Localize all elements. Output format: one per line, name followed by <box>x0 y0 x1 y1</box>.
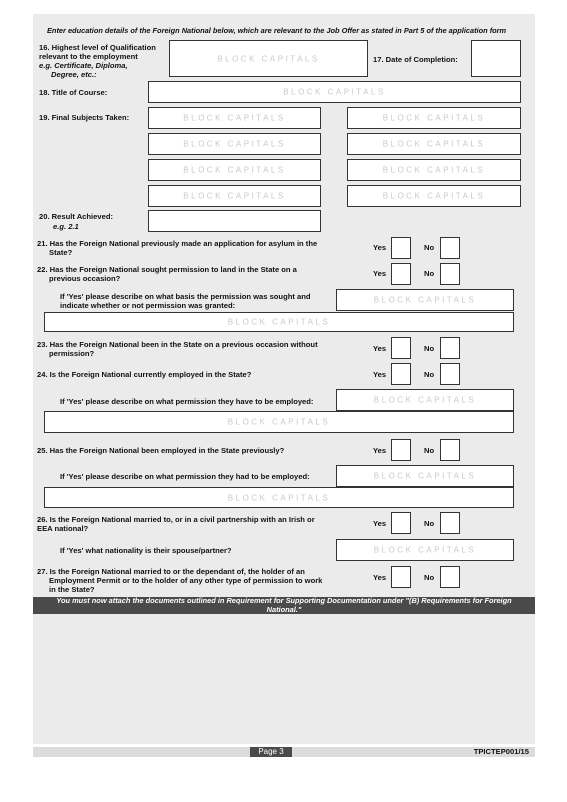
subject-input-8[interactable] <box>347 185 521 207</box>
q23-label: 23. Has the Foreign National been in the State on a previous occasion without permission? <box>37 340 318 358</box>
q21-label: 21. Has the Foreign National previously made an application for asylum in the State? <box>37 239 318 257</box>
q24-no-label: No <box>424 370 435 379</box>
q27-yes-checkbox[interactable] <box>391 566 411 588</box>
q27-no-checkbox[interactable] <box>440 566 460 588</box>
placeholder: BLOCK CAPITALS <box>382 113 486 123</box>
q25-no-label: No <box>424 446 435 455</box>
placeholder: BLOCK CAPITALS <box>373 471 477 481</box>
q23-no-checkbox[interactable] <box>440 337 460 359</box>
q18-label: 18. Title of Course: <box>39 88 108 97</box>
placeholder: BLOCK CAPITALS <box>183 165 286 175</box>
q21-yes-checkbox[interactable] <box>391 237 411 259</box>
q27-no-label: No <box>424 573 435 582</box>
placeholder: BLOCK CAPITALS <box>373 295 477 305</box>
placeholder: BLOCK CAPITALS <box>183 113 286 123</box>
q24-permission-input[interactable] <box>336 389 514 411</box>
result-input[interactable] <box>148 210 321 232</box>
intro-text: Enter education details of the Foreign National below, which are relevant to the Job Offer as stated in Part 5 of the application form <box>47 26 507 35</box>
q23-yes-checkbox[interactable] <box>391 337 411 359</box>
q19-label: 19. Final Subjects Taken: <box>39 113 130 122</box>
q21-no-label: No <box>424 243 435 252</box>
placeholder: BLOCK CAPITALS <box>382 165 486 175</box>
subject-input-3[interactable] <box>148 133 321 155</box>
q26-followup-label: If 'Yes' what nationality is their spouse/partner? <box>60 546 232 555</box>
q22-basis-input[interactable] <box>336 289 514 311</box>
q25-details-input[interactable] <box>44 487 514 508</box>
q22-details-input[interactable] <box>44 312 514 332</box>
q24-no-checkbox[interactable] <box>440 363 460 385</box>
q25-permission-input[interactable] <box>336 465 514 487</box>
q25-yes-label: Yes <box>373 446 387 455</box>
placeholder: BLOCK CAPITALS <box>183 139 286 149</box>
placeholder: BLOCK CAPITALS <box>227 417 331 427</box>
placeholder: BLOCK CAPITALS <box>217 54 320 63</box>
q22-label: 22. Has the Foreign National sought permission to land in the State on a previous occasion? <box>37 265 297 283</box>
q26-yes-checkbox[interactable] <box>391 512 411 534</box>
q22-followup-label: If 'Yes' please describe on what basis the permission was sought and indicate whether or not permission was granted: <box>60 292 311 310</box>
placeholder: BLOCK CAPITALS <box>382 191 486 201</box>
subject-input-4[interactable] <box>347 133 521 155</box>
spouse-nationality-input[interactable] <box>336 539 514 561</box>
q25-no-checkbox[interactable] <box>440 439 460 461</box>
subject-input-6[interactable] <box>347 159 521 181</box>
subject-input-7[interactable] <box>148 185 321 207</box>
q26-yes-label: Yes <box>373 519 387 528</box>
q24-followup-label: If 'Yes' please describe on what permission they have to be employed: <box>60 397 314 406</box>
subject-input-1[interactable] <box>148 107 321 129</box>
page-number: Page 3 <box>250 747 292 757</box>
q21-yes-label: Yes <box>373 243 387 252</box>
q22-yes-checkbox[interactable] <box>391 263 411 285</box>
subject-input-2[interactable] <box>347 107 521 129</box>
q22-no-checkbox[interactable] <box>440 263 460 285</box>
q25-yes-checkbox[interactable] <box>391 439 411 461</box>
completion-date-input[interactable] <box>471 40 521 77</box>
q22-yes-label: Yes <box>373 269 387 278</box>
q21-no-checkbox[interactable] <box>440 237 460 259</box>
form-code: TPICTEP001/15 <box>473 747 529 756</box>
course-title-input[interactable] <box>148 81 521 103</box>
q16-label: 16. Highest level of Qualification relevant to the employment e.g. Certificate, Diploma, Degree, etc.: <box>39 43 156 79</box>
subject-input-5[interactable] <box>148 159 321 181</box>
qualification-input[interactable] <box>169 40 368 77</box>
q26-no-checkbox[interactable] <box>440 512 460 534</box>
placeholder: BLOCK CAPITALS <box>227 493 331 502</box>
q26-no-label: No <box>424 519 435 528</box>
placeholder: BLOCK CAPITALS <box>183 191 286 201</box>
q26-label: 26. Is the Foreign National married to, or in a civil partnership with an Irish or EEA national? <box>37 515 315 533</box>
placeholder: BLOCK CAPITALS <box>373 395 477 405</box>
q17-label: 17. Date of Completion: <box>373 55 458 64</box>
q27-label: 27. Is the Foreign National married to or the dependant of, the holder of an Employment Permit or to the holder of any other type of permission to work in the State? <box>37 567 323 594</box>
q20-label: 20. Result Achieved: e.g. 2.1 <box>39 212 113 231</box>
q24-yes-label: Yes <box>373 370 387 379</box>
placeholder: BLOCK CAPITALS <box>382 139 486 149</box>
q25-followup-label: If 'Yes' please describe on what permission they had to be employed: <box>60 472 310 481</box>
q23-yes-label: Yes <box>373 344 387 353</box>
q24-details-input[interactable] <box>44 411 514 433</box>
placeholder: BLOCK CAPITALS <box>373 545 477 555</box>
q23-no-label: No <box>424 344 435 353</box>
q27-yes-label: Yes <box>373 573 387 582</box>
attachment-banner: You must now attach the documents outlined in Requirement for Supporting Documentation under "(B) Requirements for Foreign National." <box>33 597 535 614</box>
placeholder: BLOCK CAPITALS <box>227 317 331 327</box>
q25-label: 25. Has the Foreign National been employed in the State previously? <box>37 446 285 455</box>
q24-yes-checkbox[interactable] <box>391 363 411 385</box>
q22-no-label: No <box>424 269 435 278</box>
q24-label: 24. Is the Foreign National currently employed in the State? <box>37 370 252 379</box>
placeholder: BLOCK CAPITALS <box>283 87 386 97</box>
